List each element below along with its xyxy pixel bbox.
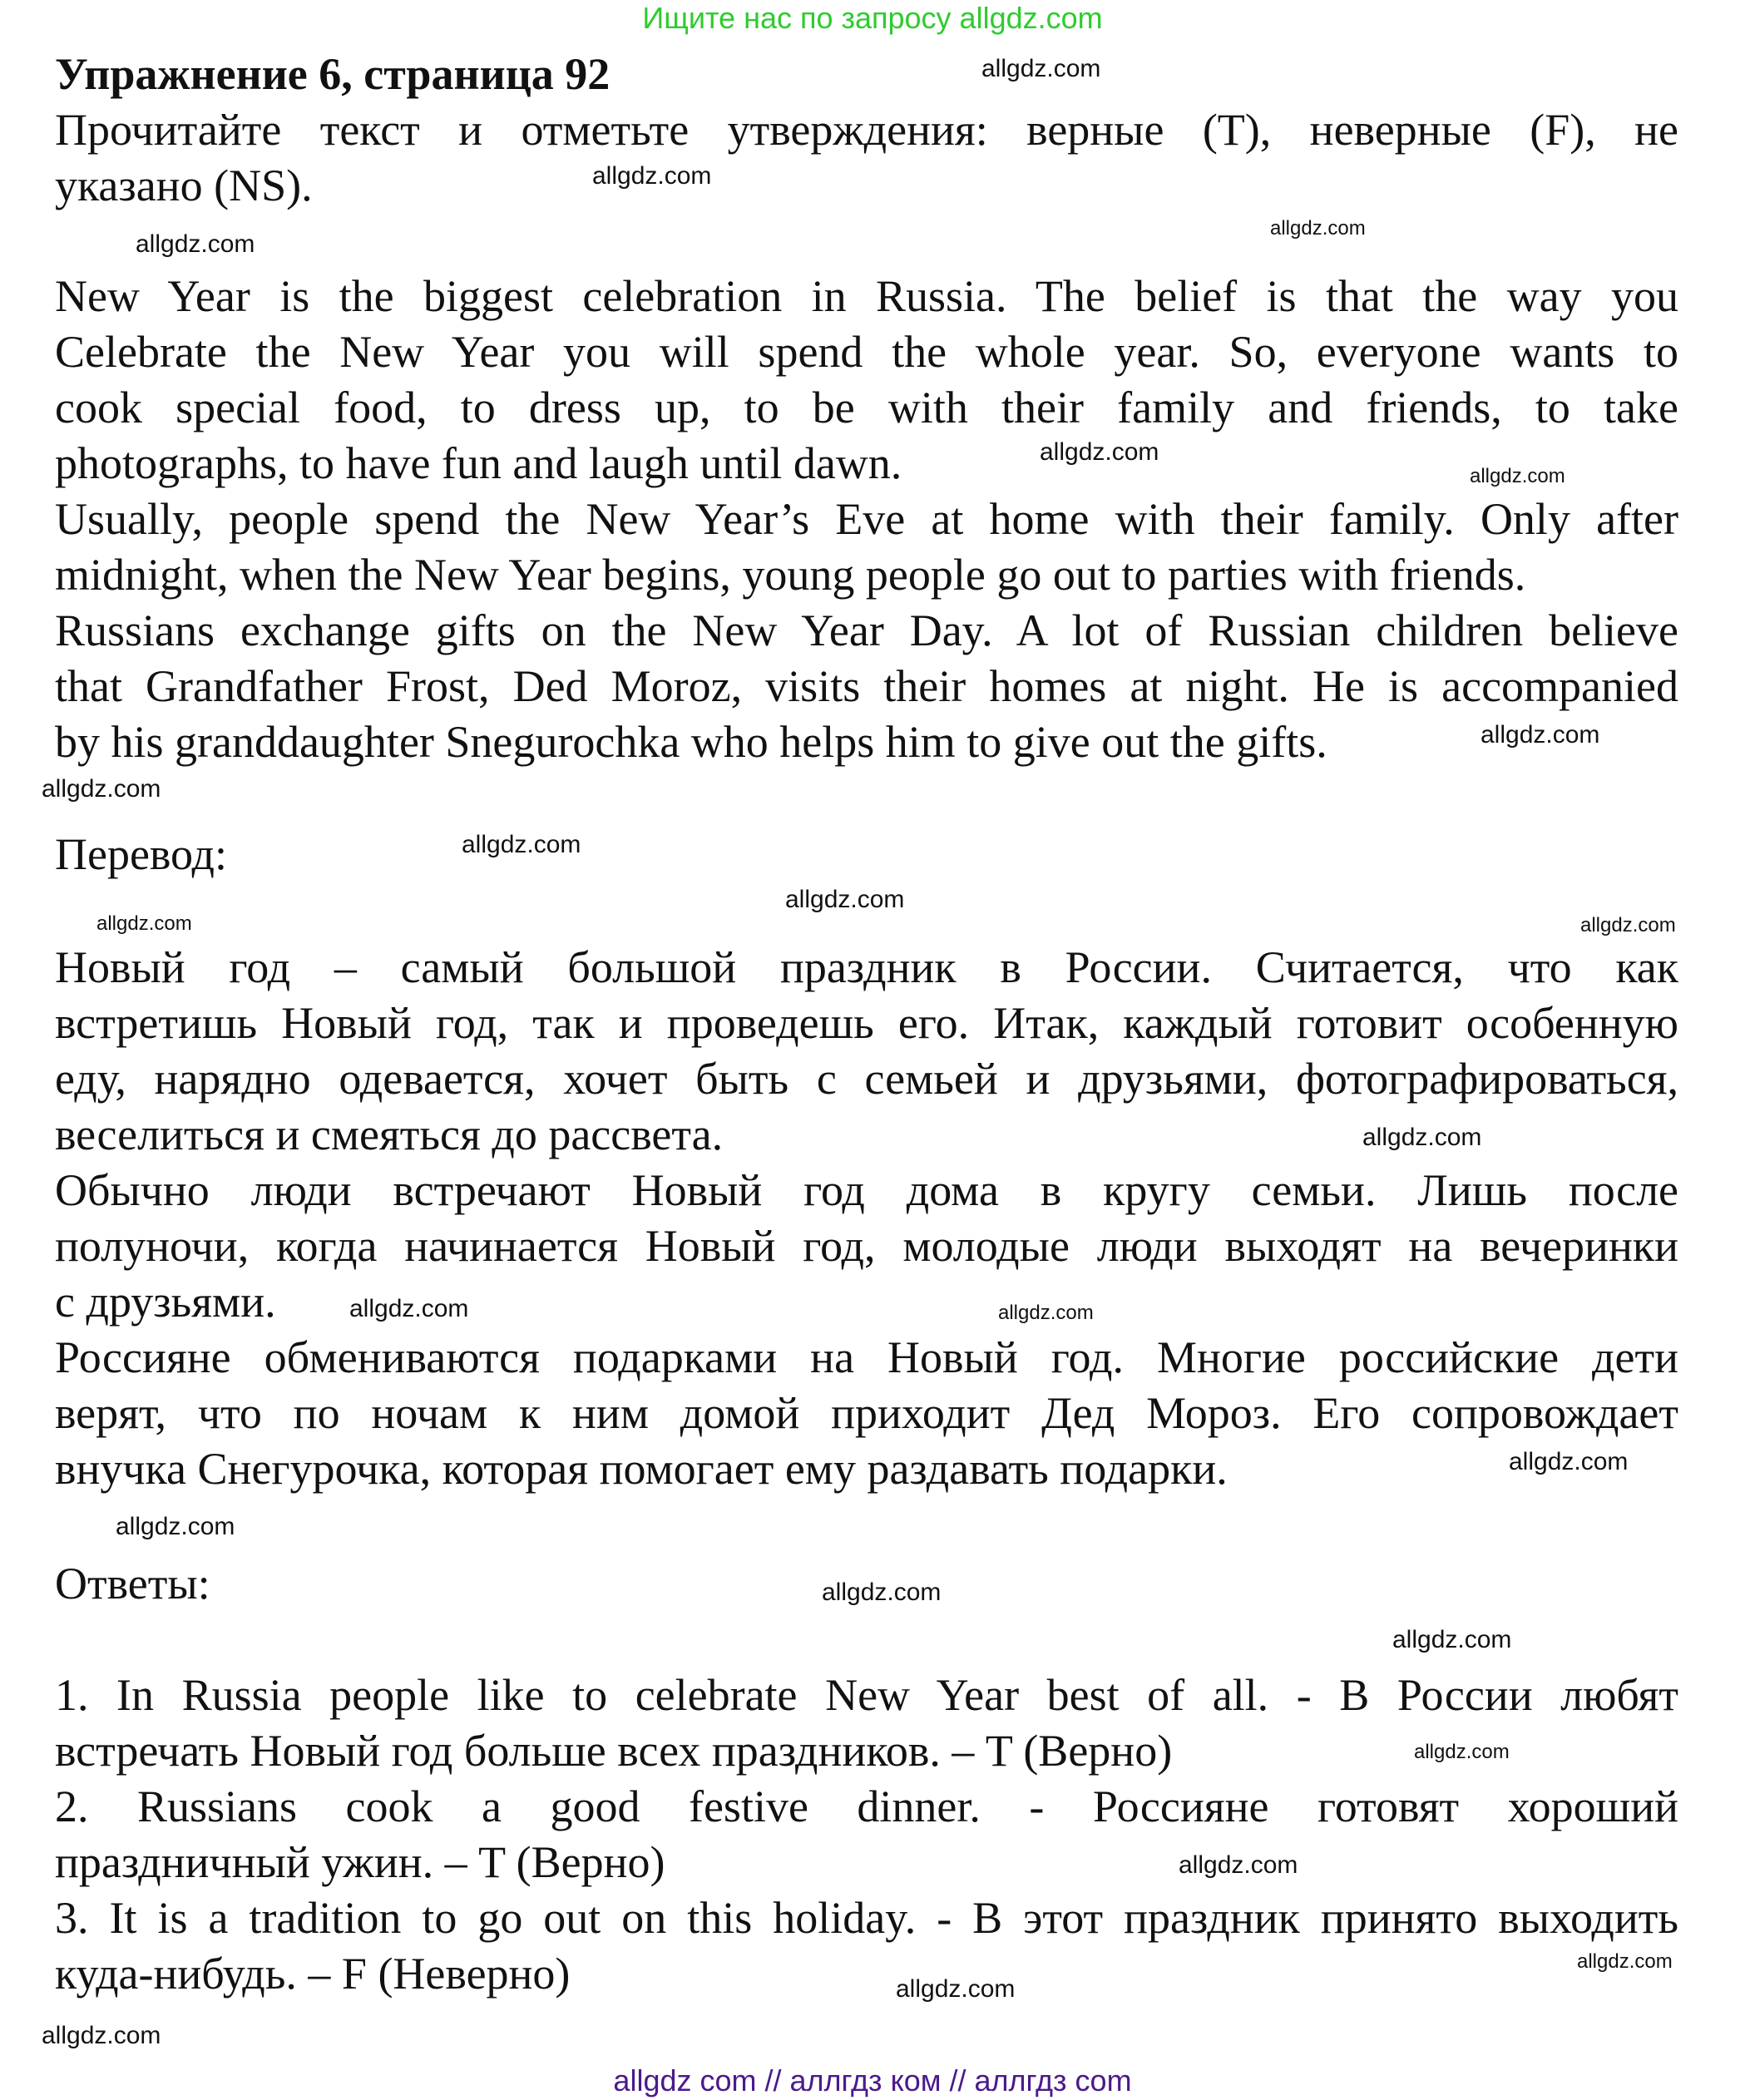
- watermark: allgdz.com: [1392, 1626, 1512, 1653]
- watermark: allgdz.com: [1481, 721, 1600, 749]
- watermark: allgdz.com: [42, 2022, 161, 2049]
- text-line: веселиться и смеяться до рассвета.: [55, 1109, 724, 1159]
- text-line: указано (NS).: [55, 161, 313, 210]
- watermark: allgdz.com: [1509, 1448, 1629, 1475]
- watermark: allgdz.com: [592, 162, 712, 190]
- watermark: allgdz.com: [96, 912, 192, 935]
- header-banner[interactable]: Ищите нас по запросу allgdz.com: [642, 1, 1103, 35]
- watermark: allgdz.com: [1414, 1741, 1510, 1763]
- watermark: allgdz.com: [42, 775, 161, 803]
- watermark: allgdz.com: [136, 230, 255, 258]
- watermark: allgdz.com: [981, 55, 1101, 82]
- english-text: [55, 269, 1678, 770]
- answers-heading: Ответы:: [55, 1559, 210, 1608]
- watermark: allgdz.com: [462, 831, 581, 858]
- text-line: photographs, to have fun and laugh until dawn.: [55, 438, 902, 488]
- watermark: allgdz.com: [116, 1513, 235, 1540]
- translation-text: [55, 940, 1678, 1497]
- text-line: Usually, people spend the New Year’s Eve at home with their family. Only after: [55, 494, 1678, 544]
- answer-line: куда-нибудь. – F (Неверно): [55, 1949, 571, 1999]
- text-line: полуночи, когда начинается Новый год, молодые люди выходят на вечеринки: [55, 1221, 1678, 1271]
- text-line: еду, нарядно одевается, хочет быть с семьей и друзьями, фотографироваться,: [55, 1054, 1678, 1104]
- text-line: Россияне обмениваются подарками на Новый год. Многие российские дети: [55, 1332, 1678, 1382]
- text-line: Прочитайте текст и отметьте утверждения: верные (T), неверные (F), не: [55, 105, 1678, 155]
- answer-line: встречать Новый год больше всех праздников. – T (Верно): [55, 1726, 1173, 1776]
- text-line: cook special food, to dress up, to be with their family and friends, to take: [55, 383, 1678, 432]
- text-line: midnight, when the New Year begins, young people go out to parties with friends.: [55, 550, 1526, 600]
- page-title: Упражнение 6, страница 92: [55, 49, 611, 99]
- footer-banner[interactable]: allgdz com // аллгдз ком // аллгдз com: [613, 2063, 1132, 2098]
- watermark: allgdz.com: [785, 886, 905, 913]
- text-line: с друзьями.: [55, 1277, 276, 1327]
- text-line: Russians exchange gifts on the New Year Day. A lot of Russian children believe: [55, 605, 1678, 655]
- watermark: allgdz.com: [1270, 217, 1366, 240]
- answers-list: [55, 1668, 1678, 2002]
- watermark: allgdz.com: [1577, 1950, 1673, 1973]
- answer-line: праздничный ужин. – T (Верно): [55, 1837, 665, 1887]
- watermark: allgdz.com: [822, 1579, 942, 1606]
- watermark: allgdz.com: [1470, 465, 1565, 487]
- text-line: that Grandfather Frost, Ded Moroz, visits their homes at night. He is accompanied: [55, 661, 1678, 711]
- watermark: allgdz.com: [1580, 914, 1676, 936]
- instruction-text: [55, 102, 1678, 214]
- answer-line: 2. Russians cook a good festive dinner. - Россияне готовят хороший: [55, 1781, 1678, 1831]
- watermark: allgdz.com: [1362, 1124, 1482, 1151]
- answer-line: 3. It is a tradition to go out on this holiday. - В этот праздник принято выходить: [55, 1893, 1678, 1943]
- watermark: allgdz.com: [998, 1302, 1094, 1324]
- watermark: allgdz.com: [896, 1975, 1016, 2003]
- translation-heading: Перевод:: [55, 829, 227, 879]
- text-line: by his granddaughter Snegurochka who helps him to give out the gifts.: [55, 717, 1327, 767]
- text-line: Celebrate the New Year you will spend the whole year. So, everyone wants to: [55, 327, 1678, 377]
- text-line: верят, что по ночам к ним домой приходит Дед Мороз. Его сопровождает: [55, 1388, 1678, 1438]
- text-line: встретишь Новый год, так и проведешь его. Итак, каждый готовит особенную: [55, 998, 1678, 1048]
- watermark: allgdz.com: [349, 1295, 469, 1322]
- watermark: allgdz.com: [1040, 438, 1159, 466]
- watermark: allgdz.com: [1179, 1851, 1298, 1879]
- text-line: Новый год – самый большой праздник в России. Считается, что как: [55, 942, 1678, 992]
- text-line: Обычно люди встречают Новый год дома в кругу семьи. Лишь после: [55, 1165, 1678, 1215]
- answer-line: 1. In Russia people like to celebrate New Year best of all. - В России любят: [55, 1670, 1678, 1720]
- text-line: внучка Снегурочка, которая помогает ему раздавать подарки.: [55, 1444, 1228, 1494]
- text-line: New Year is the biggest celebration in Russia. The belief is that the way you: [55, 271, 1678, 321]
